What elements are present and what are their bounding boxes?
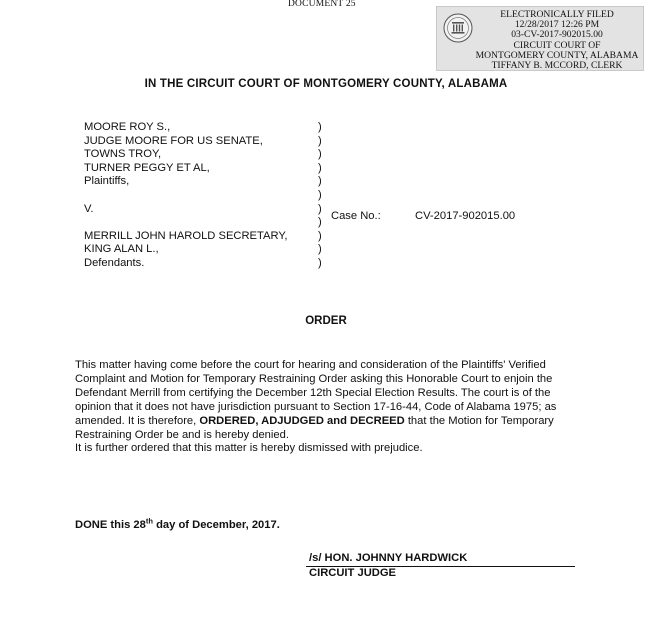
court-seal-icon — [443, 13, 473, 43]
caption-paren: ) — [318, 188, 322, 201]
caption-paren: ) — [318, 175, 322, 188]
order-text: that the Motion for Temporary Restraining Order be and is hereby denied. — [75, 414, 554, 441]
plaintiff-name: TOWNS TROY, — [84, 148, 162, 161]
stamp-case-id: 03-CV-2017-902015.00 — [511, 29, 603, 41]
case-number-label: Case No.: — [331, 210, 381, 222]
case-caption-parties — [84, 121, 324, 271]
caption-paren: ) — [318, 161, 322, 174]
caption-paren: ) — [318, 243, 322, 256]
stamp-court: CIRCUIT COURT OF — [513, 39, 601, 51]
plaintiffs-label: Plaintiffs, — [84, 175, 130, 188]
done-prefix: DONE this 28 — [75, 519, 146, 531]
stamp-datetime: 12/28/2017 12:26 PM — [514, 19, 600, 31]
versus-label: V. — [84, 202, 94, 215]
plaintiff-name: MOORE ROY S., — [84, 121, 171, 133]
caption-paren: ) — [318, 216, 322, 229]
order-text: This matter having come before the court for hearing and consideration of the Plaintiffs' Verified Complaint and Motion for Temporary Restraining Order asking this Honorable Court to enjoin the Defendant Merrill from certifying the December 12th Special Election Results. The court is of the opinion that it does not have jurisdiction pursuant to Section 17-16-44, Code of Alabama 1975; as amended. It is therefore, — [75, 359, 557, 427]
court-title: IN THE CIRCUIT COURT OF MONTGOMERY COUNTY, ALABAMA — [144, 78, 508, 90]
caption-paren-column — [318, 121, 326, 271]
caption-paren: ) — [318, 121, 322, 133]
order-decree-emphasis: ORDERED, ADJUDGED and DECREED — [199, 414, 405, 427]
judge-signature: /s/ HON. JOHNNY HARDWICK — [309, 552, 468, 564]
stamp-filed-line: ELECTRONICALLY FILED — [500, 9, 614, 20]
defendant-name: KING ALAN L., — [84, 243, 159, 256]
document-number-label: DOCUMENT 25 — [288, 0, 356, 9]
defendant-name: MERRILL JOHN HAROLD SECRETARY, — [84, 229, 288, 242]
done-suffix: day of December, 2017. — [152, 519, 280, 531]
order-heading: ORDER — [305, 315, 347, 327]
caption-paren: ) — [318, 202, 322, 215]
plaintiff-name: JUDGE MOORE FOR US SENATE, — [84, 134, 263, 147]
defendants-label: Defendants. — [84, 256, 145, 269]
stamp-county: MONTGOMERY COUNTY, ALABAMA — [475, 49, 639, 61]
case-number: CV-2017-902015.00 — [415, 210, 516, 222]
caption-paren: ) — [318, 229, 322, 242]
order-paragraph — [75, 359, 585, 442]
caption-paren: ) — [318, 256, 322, 269]
stamp-clerk: TIFFANY B. MCCORD, CLERK — [491, 60, 623, 72]
done-ordinal: th — [145, 516, 153, 526]
plaintiff-name: TURNER PEGGY ET AL, — [84, 161, 210, 174]
dismissal-paragraph: It is further ordered that this matter is hereby dismissed with prejudice. — [75, 442, 423, 455]
caption-paren: ) — [318, 148, 322, 161]
electronic-filing-stamp — [436, 6, 644, 71]
judge-title: CIRCUIT JUDGE — [309, 567, 397, 579]
done-date-line — [75, 516, 280, 531]
caption-paren: ) — [318, 134, 322, 147]
order-body — [75, 359, 585, 456]
